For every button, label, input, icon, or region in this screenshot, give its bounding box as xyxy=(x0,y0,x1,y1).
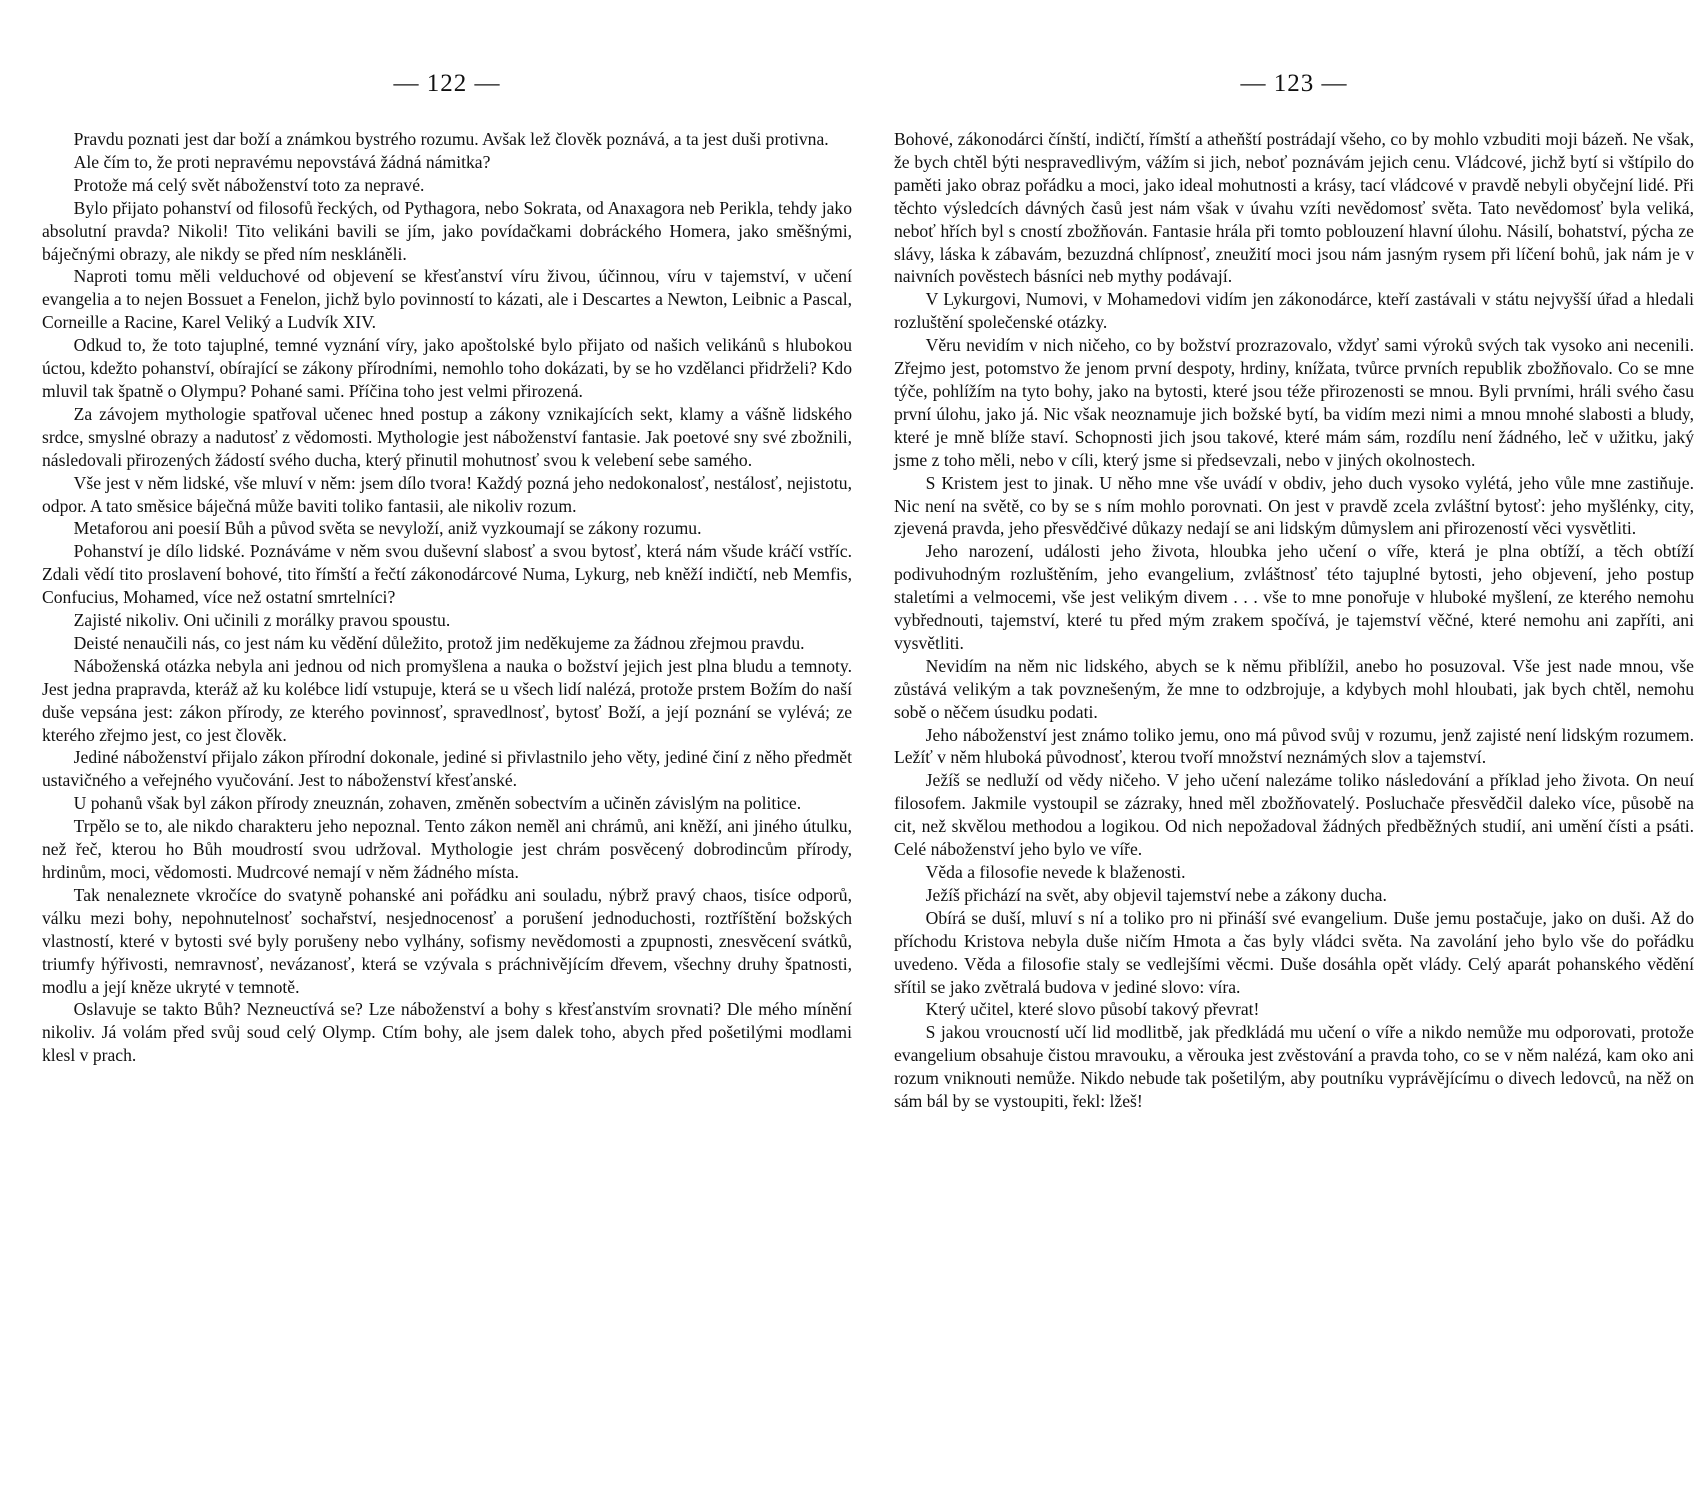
paragraph: Nevidím na něm nic lidského, abych se k němu přiblížil, anebo ho posuzoval. Vše jest nade mnou, vše zůstává velikým a tak povznešeným, že mne to odzbrojuje, a kdybych mohl hloubati, jak bych chtěl, nemohu sobě o něčem úsudku podati. xyxy=(894,655,1694,722)
paragraph: Ježíš přichází na svět, aby objevil tajemství nebe a zákony ducha. xyxy=(925,884,1387,905)
paragraph: Deisté nenaučili nás, co jest nám ku vědění důležito, protož jim neděkujeme za žádnou zřejmou pravdu. xyxy=(73,632,805,653)
paragraph: Pohanství je dílo lidské. Poznáváme v něm svou duševní slabosť a svou bytosť, která nám všude kráčí vstříc. Zdali vědí tito proslavení bohové, tito římští a řečtí zákonodárcové Numa, Lykurg, neb kněží indičtí, neb Memfis, Confucius, Mohamed, více než ostatní smrtelníci? xyxy=(42,541,852,608)
paragraph: Věda a filosofie nevede k blaženosti. xyxy=(925,862,1186,882)
paragraph: Vše jest v něm lidské, vše mluví v něm: jsem dílo tvora! Každý pozná jeho nedokonalosť, nestálosť, nejistotu, odpor. A tato směsice báječná může baviti toliko fantasii, ale nikoliv rozum. xyxy=(42,472,852,516)
paragraph: Jeho náboženství jest známo toliko jemu, ono má původ svůj v rozumu, jenž zajisté není lidským rozumem. Ležíť v něm hluboká původnosť, kterou tvoří množství neznámých slov a tajemství. xyxy=(894,724,1694,768)
paragraph: U pohanů však byl zákon přírody zneuznán, zohaven, změněn sobectvím a učiněn závislým na politice. xyxy=(73,793,802,814)
right-page xyxy=(894,0,1694,1500)
paragraph: Věru nevidím v nich ničeho, co by božství prozrazovalo, vždyť sami výroků svých tak vysoko ani necenili. Zřejmo jest, potomstvo že jenom první despoty, hrdiny, knížata, tvůrce prvních republik zbožňovalo. Co se mne týče, pohlížím na tyto bohy, jako na bytosti, které jsou téže přirozenosti se mnou. Byli prvními, hráli svého času první úlohu, jako já. Nic však neoznamuje jich božské bytí, ba vidím mezi nimi a mnou mnohé slabosti a bludy, které je mně blíže staví. Schopnosti jich jsou takové, které mám sám, rozdílu není žádného, leč v užitku, jaký jsme z toho měli, nebo v cíli, který jsme si předsevzali, nebo v jiných okolnostech. xyxy=(894,335,1694,470)
paragraph: V Lykurgovi, Numovi, v Mohamedovi vidím jen zákonodárce, kteří zastávali v státu nejvyšší úřad a hledali rozluštění společenské otázky. xyxy=(894,289,1694,333)
page-number: — 123 — xyxy=(1240,70,1348,97)
paragraph: Bohové, zákonodárci čínští, indičtí, římští a atheňští postrádají všeho, co by mohlo vzbuditi moji bázeň. Ne však, že bych chtěl býti nespravedlivým, vážím si jich, neboť poznávám jejich cenu. Vládcové, jichž bytí si vštípilo do paměti jako obraz pořádku a moci, jako ideal mohutnosti a krásy, tací vládcové v pravdě nebyli obyčejní lidé. Při těchto výsledcích dávných časů jest nám však v úvahu vzíti nevědomosť světa. Tato nevědomosť byla veliká, neboť hřích byl s cností zbožňován. Fantasie hrála při tomto poblouzení hlavní úlohu. Násilí, bohatství, pýcha ze slávy, láska k zábavám, bezuzdná chlípnosť, zneužití moci jsou nám jasným rysem při líčení bohů, jak nám je v naivních pověstech básníci neb mythy podávají. xyxy=(894,129,1694,287)
page-body xyxy=(42,128,852,1067)
paragraph: Pravdu poznati jest dar boží a známkou bystrého rozumu. Avšak lež člověk poznává, a ta jest duši protivna. xyxy=(73,129,829,149)
paragraph: Jeho narození, události jeho života, hloubka jeho učení o víře, která je plna obtíží, a těch obtíží podivuhodným rozluštěním, jeho evangelium, zvláštnosť této tajuplné bytosti, jeho objevení, jeho postup staletími a velmocemi, vše jest velikým divem . . . vše to mne ponořuje v hluboké myšlení, ze kterého nemohu vybřednouti, tajemství, které tu před mým zrakem spočívá, je tajemství věčné, které nemohu ani zapříti, ani vysvětliti. xyxy=(894,541,1694,653)
paragraph: Naproti tomu měli velduchové od objevení se křesťanství víru živou, účinnou, víru v tajemství, v učení evangelia a to nejen Bossuet a Fenelon, jichž bylo povinností to kázati, ale i Descartes a Newton, Leibnic a Pascal, Corneille a Racine, Karel Veliký a Ludvík XIV. xyxy=(42,266,852,333)
paragraph: Trpělo se to, ale nikdo charakteru jeho nepoznal. Tento zákon neměl ani chrámů, ani kněží, ani jiného útulku, než řeč, kterou ho Bůh moudrostí svou udržoval. Mythologie jest chrám posvěcený dobrodincům přírody, hrdinům, moci, vědomosti. Mudrcové nemají v něm žádného místa. xyxy=(42,816,852,882)
paragraph: S Kristem jest to jinak. U něho mne vše uvádí v obdiv, jeho duch vysoko vylétá, jeho vůle mne zastiňuje. Nic není na světě, co by se s ním mohlo porovnati. On jest v pravdě zcela zvláštní bytosť: jeho myšlénky, city, zjevená pravda, jeho přesvědčivé důkazy nedají se ani lidským důmyslem ani přirozeností věci vysvětliti. xyxy=(894,472,1694,539)
paragraph: Odkud to, že toto tajuplné, temné vyznání víry, jako apoštolské bylo přijato od našich velikánů s hlubokou úctou, kdežto pohanství, obírající se zákony přírodními, nemohlo toho dokázati, by se ho vzdělanci přidrželi? Kdo mluvil tak špatně o Olympu? Pohané sami. Příčina toho jest velmi přirozená. xyxy=(42,335,852,401)
paragraph: Tak nenaleznete vkročíce do svatyně pohanské ani pořádku ani souladu, nýbrž pravý chaos, tisíce odporů, válku mezi bohy, nepohnutelnosť sochařství, nesjednocenosť a porušení jednoduchosti, roztříštění božských vlastností, které v bytosti své byly porušeny nebo vylhány, sofismy nevědomosti a zpupnosti, znesvěcení svátků, triumfy hýřivosti, nemravnosť, nevázanosť, která se vzývala s práchnivějícím dřevem, všechny druhy špatnosti, modlu a její kněze ukryté v temnotě. xyxy=(42,884,852,997)
page-number: — 122 — xyxy=(393,70,501,97)
paragraph: Bylo přijato pohanství od filosofů řeckých, od Pythagora, nebo Sokrata, od Anaxagora neb Perikla, tehdy jako absolutní pravda? Nikoli! Tito velikáni bavili se jím, jako povídačkami dobráckého Homera, jako směšnými, báječnými obrazy, ale nikdy se před ním neskláněli. xyxy=(42,197,852,264)
paragraph: Oslavuje se takto Bůh? Nezneuctívá se? Lze náboženství a bohy s křesťanstvím srovnati? Dle mého mínění nikoliv. Já volám před svůj soud celý Olymp. Ctím bohy, ale jsem dalek toho, abych před pošetilými modlami klesl v prach. xyxy=(42,999,852,1066)
paragraph: Zajisté nikoliv. Oni učinili z morálky pravou spoustu. xyxy=(73,610,451,631)
paragraph: Který učitel, které slovo působí takový převrat! xyxy=(925,999,1260,1020)
paragraph: S jakou vroucností učí lid modlitbě, jak předkládá mu učení o víře a nikdo nemůže mu odporovati, protože evangelium obsahuje čistou mravouku, a věrouka jest zvěstování a pravda toho, co se v něm nalézá, kam oko ani rozum vniknouti nemůže. Nikdo nebude tak pošetilým, aby poutníku vyprávějícímu o divech ledovců, na něž on sám bál by se vystoupiti, řekl: lžeš! xyxy=(894,1022,1694,1112)
paragraph: Metaforou ani poesií Bůh a původ světa se nevyloží, aniž vyzkoumají se zákony rozumu. xyxy=(73,518,702,539)
paragraph: Za závojem mythologie spatřoval učenec hned postup a zákony vznikajících sekt, klamy a vášně lidského srdce, smyslné obrazy a nadutosť z vědomosti. Mythologie jest náboženství fantasie. Jak poetové sny své zbožnili, následovali přirozených žádostí svého ducha, který přinutil mohutnosť svou k velebení sebe samého. xyxy=(42,403,852,470)
paragraph: Náboženská otázka nebyla ani jednou od nich promyšlena a nauka o božství jejich jest plna bludu a temnoty. Jest jedna prapravda, kteráž až ku kolébce lidí vstupuje, která se u všech lidí nalézá, protože prstem Božím do naší duše vepsána jest: zákon přírody, ze kterého povinnosť, spravedlnosť, bytosť Boží, a její poznání se vylévá; ze kterého zřejmo jest, co jest člověk. xyxy=(42,655,852,745)
paragraph: Obírá se duší, mluví s ní a toliko pro ni přináší své evangelium. Duše jemu postačuje, jako on duši. Až do příchodu Kristova nebyla duše ničím Hmota a čas byly vládci světa. Na zavolání jeho bylo vše do pořádku uvedeno. Věda a filosofie staly se vedlejšími věcmi. Duše dosáhla opět vlády. Celý aparát pohanského vědění sřítil se jako zvětralá budova v jediné slovo: víra. xyxy=(894,907,1694,997)
paragraph: Protože má celý svět náboženství toto za nepravé. xyxy=(73,174,425,195)
paragraph: Ježíš se nedluží od vědy ničeho. V jeho učení nalezáme toliko následování a příklad jeho života. On neuí filosofem. Jakmile vystoupil se zázraky, hned měl zbožňovatelý. Posluchače přesvědčil daleko více, působě na cit, než skvělou methodou a logikou. Od nich nepožadoval žádných předběžných studií, ani umění čísti a psáti. Celé náboženství jeho bylo ve víře. xyxy=(894,770,1694,860)
page-body xyxy=(894,128,1694,1113)
left-page xyxy=(42,0,852,1500)
paragraph: Ale čím to, že proti nepravému nepovstává žádná námitka? xyxy=(73,151,491,172)
paragraph: Jediné náboženství přijalo zákon přírodní dokonale, jediné si přivlastnilo jeho věty, jediné činí z něho předmět ustavičného a veřejného vyučování. Jest to náboženství křesťanské. xyxy=(42,747,852,791)
